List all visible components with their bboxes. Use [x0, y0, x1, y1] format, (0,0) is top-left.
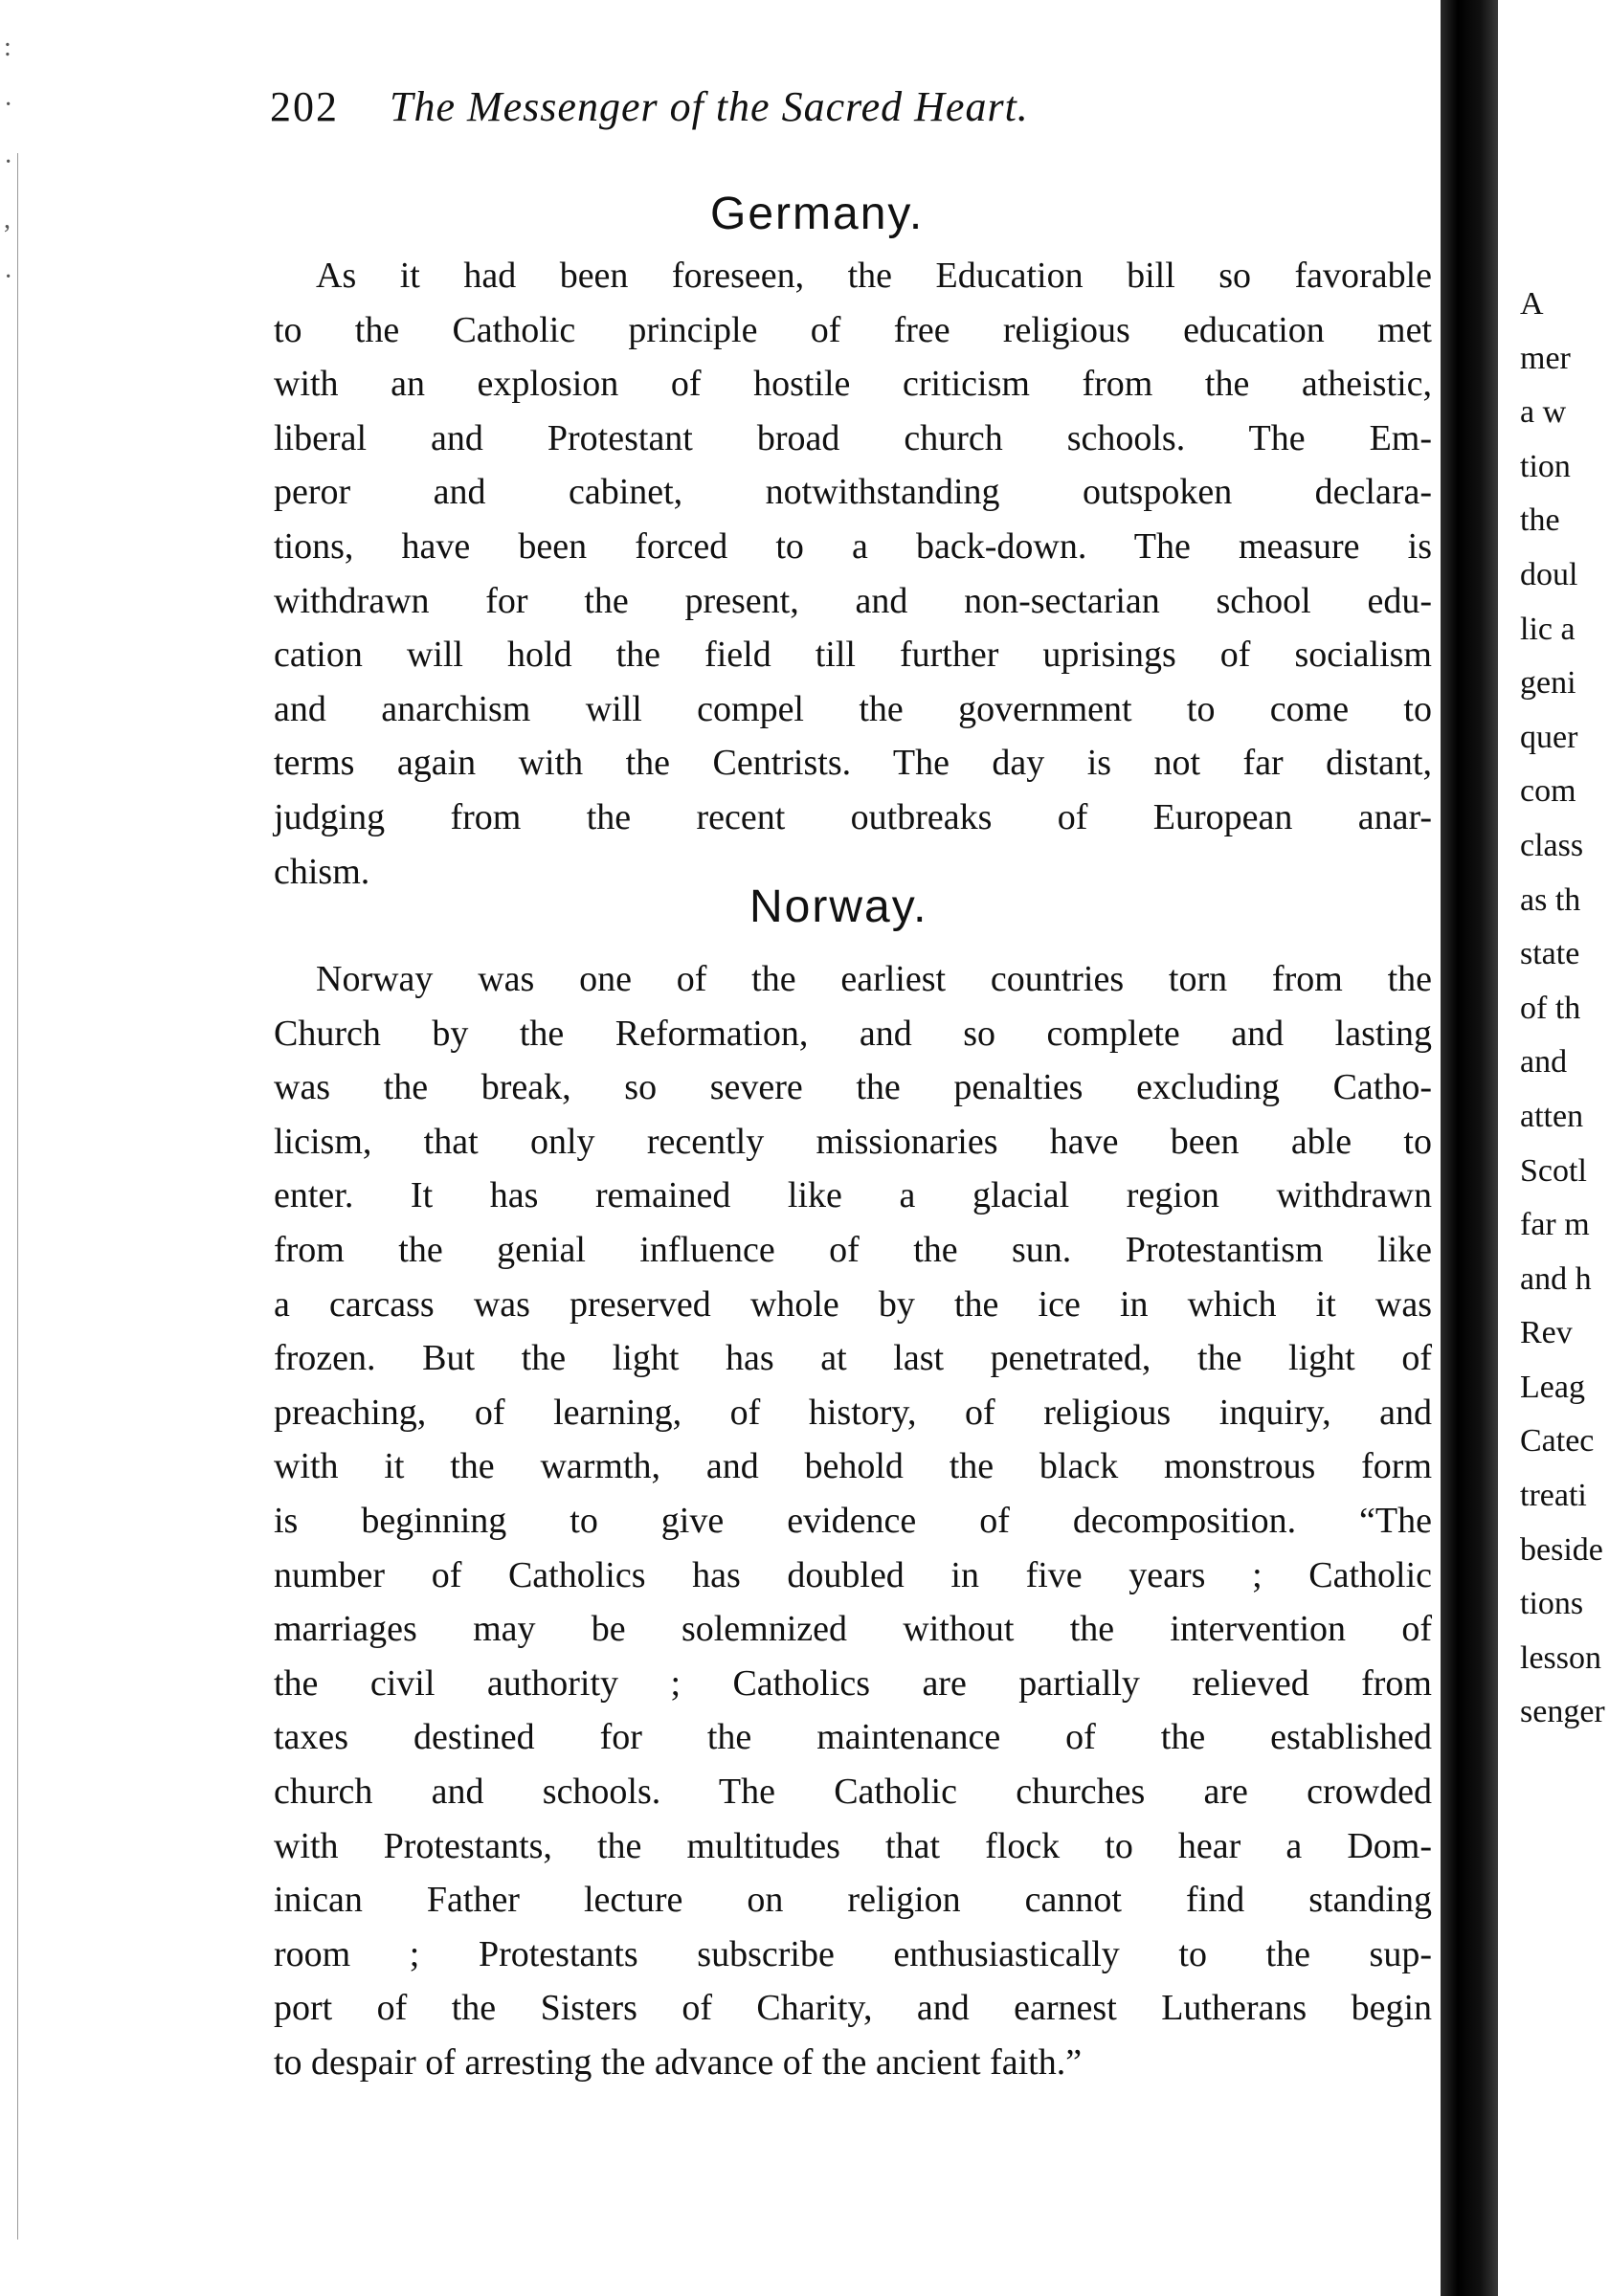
- page-number: 202: [270, 83, 339, 130]
- text-line: licism, that only recently missionaries have been able to: [274, 1121, 1432, 1162]
- text-line: chism.: [274, 851, 370, 892]
- section-heading-germany: Germany.: [710, 189, 925, 239]
- text-line: preaching, of learning, of history, of religious inquiry, and: [274, 1392, 1432, 1433]
- facing-page-fragment: doul: [1520, 556, 1578, 592]
- facing-page-fragment: treati: [1520, 1478, 1587, 1514]
- facing-page-fragment: far m: [1520, 1207, 1590, 1243]
- running-title: The Messenger of the Sacred Heart.: [390, 83, 1029, 130]
- paragraph-germany: [274, 249, 1432, 899]
- facing-page-fragment: Catec: [1520, 1423, 1595, 1460]
- text-line: As it had been foreseen, the Education bill so favorable: [316, 256, 1432, 296]
- facing-page-column: [1520, 278, 1609, 1740]
- text-line: frozen. But the light has at last penetrated, the light of: [274, 1338, 1432, 1379]
- facing-page-fragment: tion: [1520, 448, 1571, 484]
- text-line: Church by the Reformation, and so complete and lasting: [274, 1013, 1432, 1054]
- text-line: and anarchism will compel the government to come to: [274, 688, 1432, 729]
- facing-page-fragment: lesson: [1520, 1639, 1601, 1676]
- text-line: was the break, so severe the penalties excluding Catho-: [274, 1067, 1432, 1108]
- facing-page-fragment: mer: [1520, 340, 1571, 376]
- text-line: to despair of arresting the advance of the ancient faith.”: [274, 2041, 1083, 2083]
- text-line: with Protestants, the multitudes that flock to hear a Dom-: [274, 1825, 1432, 1866]
- text-line: taxes destined for the maintenance of the established: [274, 1717, 1432, 1758]
- facing-page-fragment: senger: [1520, 1694, 1605, 1730]
- facing-page-fragment: a w: [1520, 394, 1567, 431]
- text-line: with an explosion of hostile criticism from the atheistic,: [274, 364, 1432, 405]
- text-line: withdrawn for the present, and non-sectarian school edu-: [274, 580, 1432, 621]
- text-line: church and schools. The Catholic churches are crowded: [274, 1771, 1432, 1812]
- text-line: from the genial influence of the sun. Protestantism like: [274, 1229, 1432, 1270]
- text-line: marriages may be solemnized without the intervention of: [274, 1609, 1432, 1650]
- text-line: a carcass was preserved whole by the ice in which it was: [274, 1283, 1432, 1325]
- text-line: room ; Protestants subscribe enthusiastically to the sup-: [274, 1933, 1432, 1974]
- text-line: port of the Sisters of Charity, and earnest Lutherans begin: [274, 1988, 1432, 2029]
- section-heading-norway: Norway.: [749, 881, 928, 932]
- facing-page-fragment: Rev: [1520, 1315, 1573, 1351]
- text-line: judging from the recent outbreaks of European anar-: [274, 796, 1432, 837]
- facing-page-fragment: as th: [1520, 881, 1581, 918]
- left-margin-rule: [17, 153, 18, 2240]
- facing-page-fragment: lic a: [1520, 611, 1575, 647]
- binding-gutter: [1441, 0, 1498, 2296]
- text-line: tions, have been forced to a back-down. The measure is: [274, 525, 1432, 567]
- facing-page-fragment: and h: [1520, 1260, 1592, 1297]
- facing-page-fragment: state: [1520, 936, 1580, 972]
- facing-page-fragment: the: [1520, 502, 1560, 539]
- facing-page-fragment: Scotl: [1520, 1152, 1587, 1189]
- facing-page-fragment: of th: [1520, 990, 1581, 1026]
- text-line: liberal and Protestant broad church schools. The Em-: [274, 417, 1432, 458]
- text-line: enter. It has remained like a glacial region withdrawn: [274, 1175, 1432, 1216]
- facing-page-fragment: class: [1520, 827, 1584, 863]
- margin-marks: : · · , ·: [4, 33, 13, 292]
- facing-page-fragment: A: [1520, 286, 1544, 322]
- facing-page-fragment: quer: [1520, 719, 1578, 755]
- facing-page-fragment: tions: [1520, 1586, 1584, 1622]
- text-line: inican Father lecture on religion cannot find standing: [274, 1880, 1432, 1921]
- text-line: to the Catholic principle of free religious education met: [274, 309, 1432, 350]
- facing-page-fragment: atten: [1520, 1098, 1584, 1134]
- text-line: the civil authority ; Catholics are partially relieved from: [274, 1662, 1432, 1704]
- facing-page-fragment: beside: [1520, 1531, 1603, 1568]
- facing-page-fragment: Leag: [1520, 1369, 1585, 1405]
- facing-page-fragment: and: [1520, 1044, 1568, 1081]
- text-line: number of Catholics has doubled in five years ; Catholic: [274, 1554, 1432, 1595]
- text-line: with it the warmth, and behold the black monstrous form: [274, 1446, 1432, 1487]
- facing-page-fragment: com: [1520, 773, 1576, 810]
- text-line: Norway was one of the earliest countries torn from the: [316, 959, 1432, 999]
- facing-page-fragment: geni: [1520, 665, 1576, 702]
- paragraph-norway: [274, 952, 1432, 2089]
- text-line: cation will hold the field till further uprisings of socialism: [274, 635, 1432, 676]
- text-line: peror and cabinet, notwithstanding outspoken declara-: [274, 472, 1432, 513]
- text-line: terms again with the Centrists. The day is not far distant,: [274, 743, 1432, 784]
- text-line: is beginning to give evidence of decomposition. “The: [274, 1500, 1432, 1541]
- page-header: [270, 82, 1029, 131]
